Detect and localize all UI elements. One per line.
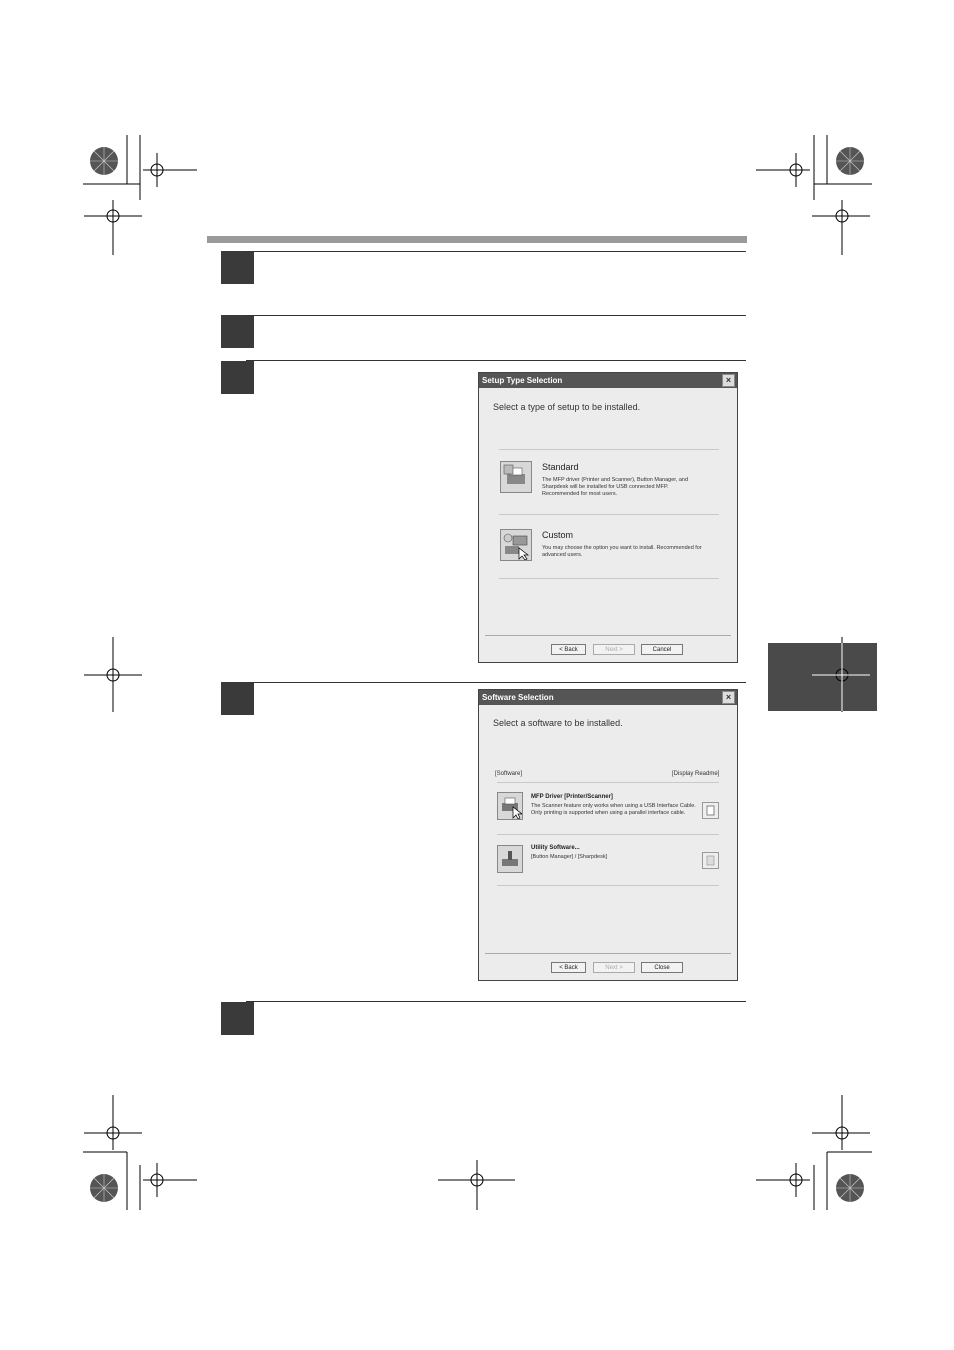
step-marker-3 [221, 361, 254, 394]
software-selection-dialog [478, 689, 738, 981]
mfp-driver-title[interactable]: MFP Driver [Printer/Scanner] [531, 794, 613, 800]
button-area-separator [485, 953, 731, 954]
custom-setup-icon[interactable] [500, 529, 532, 561]
utility-software-readme-button[interactable] [702, 852, 719, 869]
dialog-title-bar [479, 373, 737, 388]
close-icon[interactable]: × [722, 691, 735, 704]
separator [499, 514, 719, 515]
dialog-prompt: Select a software to be installed. [493, 718, 623, 728]
step-divider-1 [246, 251, 746, 252]
cancel-button[interactable]: Cancel [641, 644, 683, 655]
standard-option-title[interactable]: Standard [542, 462, 579, 472]
dialog-title-bar [479, 690, 737, 705]
back-button[interactable]: < Back [551, 644, 586, 655]
side-tab-registration-mark [812, 637, 872, 713]
step-divider-3 [246, 360, 746, 361]
mfp-driver-readme-button[interactable] [702, 802, 719, 819]
separator [497, 782, 719, 783]
step-divider-4 [246, 682, 746, 683]
utility-software-title[interactable]: Utility Software... [531, 845, 580, 851]
dialog-prompt: Select a type of setup to be installed. [493, 402, 641, 412]
dialog-title: Setup Type Selection [482, 376, 563, 385]
step-marker-2 [221, 315, 254, 348]
header-bar [207, 236, 747, 243]
document-icon [703, 803, 718, 818]
back-button[interactable]: < Back [551, 962, 586, 973]
step-marker-5 [221, 1002, 254, 1035]
mfp-driver-description: The Scanner feature only works when using a USB Interface Cable. Only printing is supported when using a parallel interface cable. [531, 803, 696, 816]
standard-option-description: The MFP driver (Printer and Scanner), Button Manager, and Sharpdesk will be installed for USB connected MFP. Recommended for most users. [542, 477, 689, 497]
step-divider-5 [246, 1001, 746, 1002]
software-column-header: [Software] [495, 771, 523, 777]
separator [497, 885, 719, 886]
mfp-driver-icon[interactable] [497, 792, 523, 820]
step-divider-2 [246, 315, 746, 316]
utility-software-icon[interactable] [497, 845, 523, 873]
close-icon[interactable]: × [722, 374, 735, 387]
next-button[interactable]: Next > [593, 644, 635, 655]
step-marker-4 [221, 682, 254, 715]
readme-column-header: [Display Readme] [672, 771, 720, 777]
close-button[interactable]: Close [641, 962, 683, 973]
custom-option-description: You may choose the option you want to install. Recommended for advanced users. [542, 545, 702, 558]
document-icon [703, 853, 718, 868]
utility-software-description: [Button Manager] / [Sharpdesk] [531, 854, 608, 860]
setup-type-dialog [478, 372, 738, 663]
separator [499, 578, 719, 579]
standard-setup-icon[interactable] [500, 461, 532, 493]
separator [499, 449, 719, 450]
separator [497, 834, 719, 835]
dialog-title: Software Selection [482, 693, 554, 702]
step-marker-1 [221, 251, 254, 284]
next-button[interactable]: Next > [593, 962, 635, 973]
custom-option-title[interactable]: Custom [542, 530, 574, 540]
button-area-separator [485, 635, 731, 636]
